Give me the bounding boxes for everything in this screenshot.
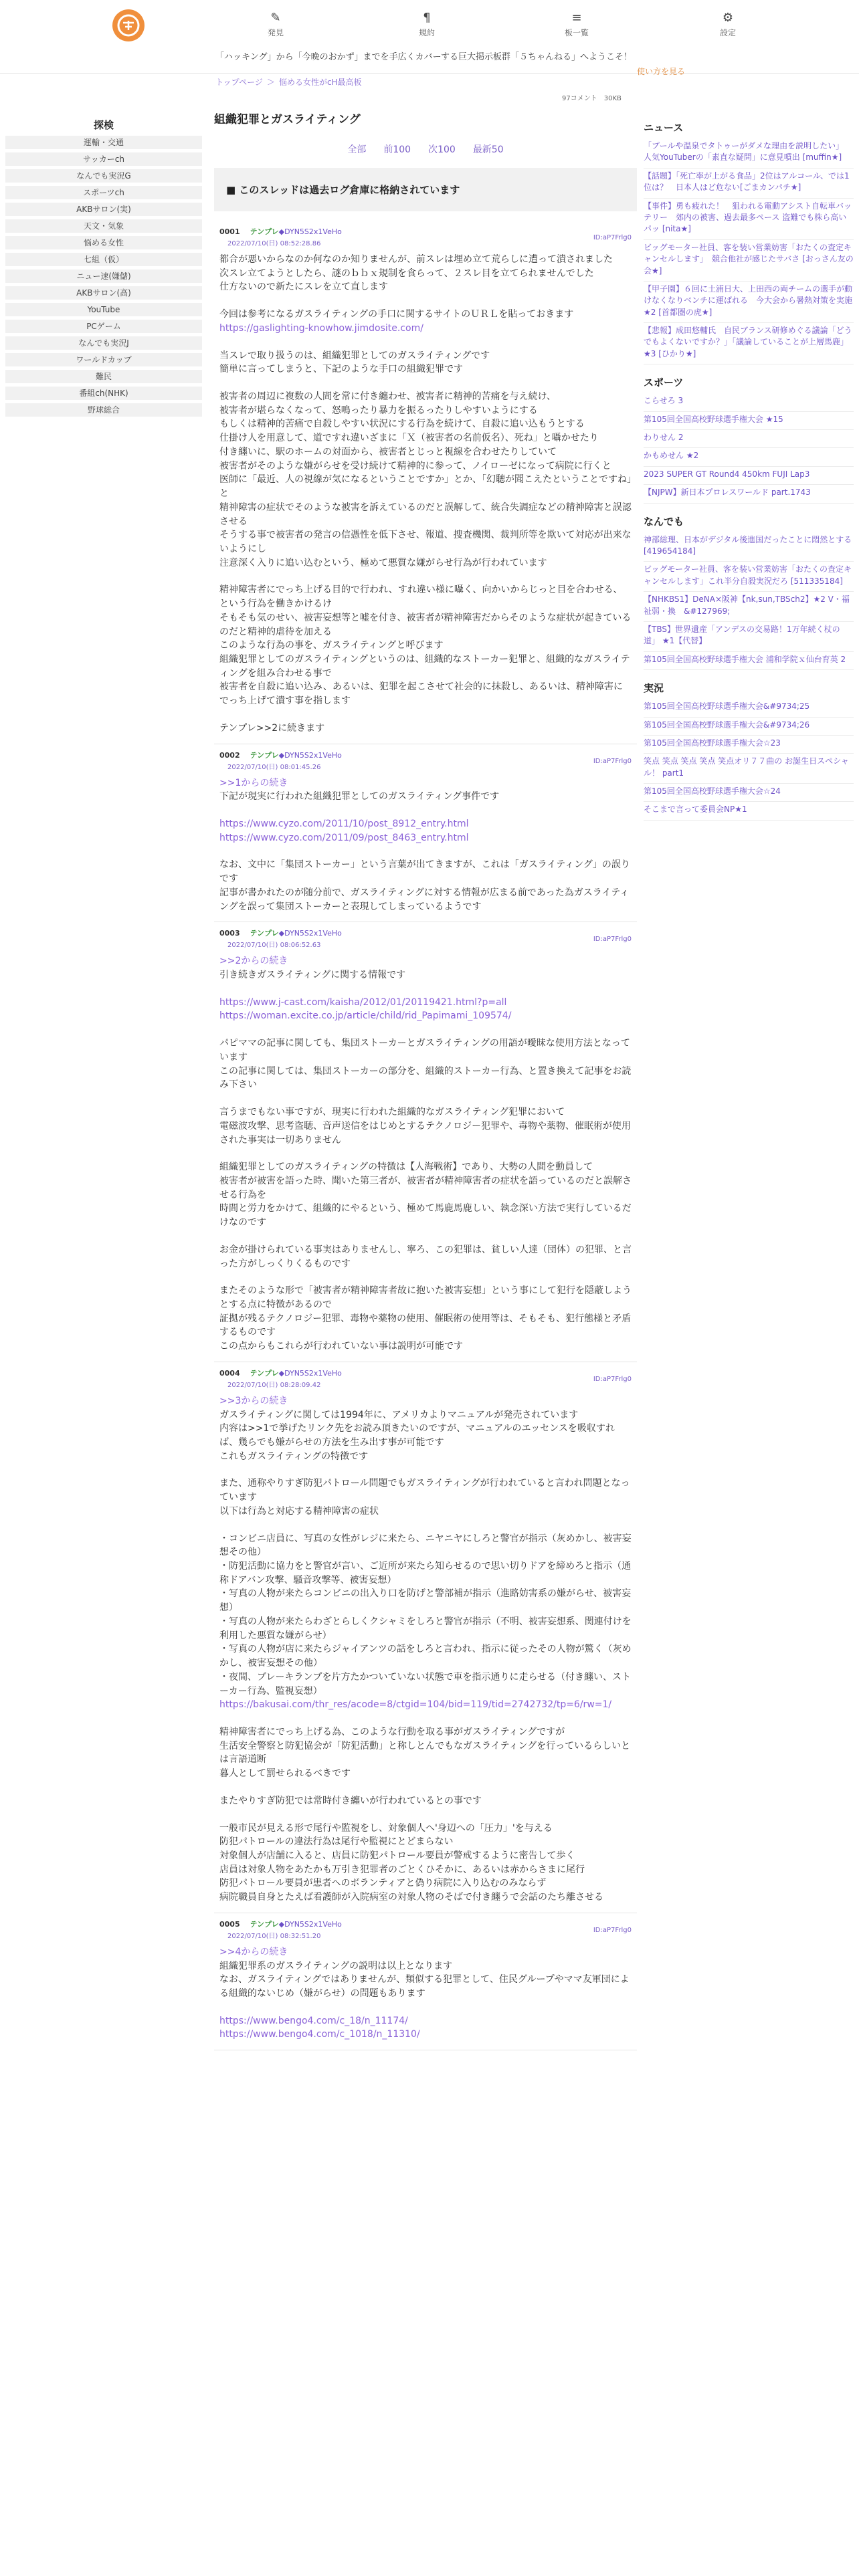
post-author: テンプレ	[250, 1368, 279, 1378]
site-logo[interactable]	[112, 9, 145, 41]
post-line	[219, 1712, 632, 1725]
post-header	[219, 928, 632, 949]
news-section	[644, 681, 854, 821]
post-line: ・コンビニ店員に、写真の女性がレジに来たら、ニヤニヤにしろと警官が指示（灰めかし、被害妄想その他）	[219, 1533, 632, 1558]
news-link[interactable]: 神部総理、日本がデジタル後進国だったことに悶然とする [419654184]	[644, 532, 854, 562]
post-trip: ◆DYN5S2x1VeHo	[278, 750, 342, 760]
post-line	[219, 1147, 632, 1160]
post-line	[219, 1519, 632, 1532]
post-line: ・防犯活動に協力をと警官が言い、ご近所が来たら知らせるので思い切りドアを締めろと指示（通称ドアバン攻撃、騒音攻撃等、被害妄想）	[219, 1561, 632, 1586]
post-link[interactable]: https://www.bengo4.com/c_1018/n_11310/	[219, 2029, 420, 2040]
news-link[interactable]: 第105回全国高校野球選手権大会 ★15	[644, 412, 854, 430]
post-line: そもそも気のせい、被害妄想等と嘘を付き、被害者が精神障害だからそのような症状が起きているのだと精神的虐待を加える	[219, 612, 632, 637]
post-line: 一般市民が見える形で尾行や監視をし、対象個人へ'身辺への「圧力」'を与える	[219, 1822, 553, 1834]
post-line: 電磁波攻撃、思考盗聴、音声送信をはじめとするテクノロジー犯罪や、毒物や薬物、催眠術が使用された事実は一切ありません	[219, 1120, 631, 1146]
post-link[interactable]: >>3からの続き	[219, 1395, 288, 1406]
breadcrumb	[215, 76, 366, 88]
comment-count: 97コメント	[562, 95, 597, 102]
post	[214, 221, 637, 744]
post-line: 次スレ立てようとしたら、謎のｂｂｘ規制を食らって、２スレ目を立てられませんでした	[219, 267, 594, 279]
post-line: 組織犯罪としてのガスライティングというのは、組織的なストーカー犯罪と、組織的なガスライティングを組み合わせる事で	[219, 653, 630, 679]
news-link[interactable]: 【悲報】成田悠輔氏 自民ブランス研修めぐる議論「どうでもよくないですか？」「議論していることが上層馬鹿」★3 [ひかり★]	[644, 323, 854, 364]
post-body	[219, 776, 632, 914]
post-link[interactable]: https://www.cyzo.com/2011/10/post_8912_entry.html	[219, 819, 469, 829]
post-line: これもガスライティングの特徴です	[219, 1451, 369, 1462]
post-line: 記事が書かれたのが随分前で、ガスライティングに対する情報が広まる前であった為ガスライティングを誤って集団ストーカーと表現してしまっているようです	[219, 887, 630, 912]
nav-label: 発見	[267, 28, 284, 37]
post-line: 時間と労力をかけて、組織的にやるという、極めて馬鹿馬鹿しい、執念深い方法で実行しているだけなのです	[219, 1203, 632, 1228]
post-link[interactable]: >>2からの続き	[219, 956, 288, 967]
how-to-use-link[interactable]: 使い方を見る	[637, 67, 686, 76]
post-trip: ◆DYN5S2x1VeHo	[278, 1919, 342, 1929]
post-line: 被害者を自殺に追い込み、あるいは、犯罪を起こさせて社会的に抹殺し、あるいは、精神障害にでっち上げて潰す事を指します	[219, 681, 623, 707]
post-line: 引き続きガスライティングに関する情報です	[219, 970, 406, 981]
post-line: 暮人として罰せられるべきです	[219, 1768, 351, 1780]
post-date: 2022/07/10(日) 08:01:45.26	[227, 763, 321, 771]
section-heading: なんでも	[644, 515, 684, 528]
post-line: この記事に関しては、集団ストーカーの部分を、組織的ストーカー行為、と置き換えて記事をお読み下さい	[219, 1065, 632, 1091]
post-line: そうする事で被害者の発言の信憑性を低下させ、報道、捜査機関、裁判所等を欺いて対応が出来ないようにし	[219, 530, 632, 554]
post-line: 簡単に言ってしまうと、下記のような手口の組織犯罪です	[219, 364, 463, 375]
post-link[interactable]: https://gaslighting-knowhow.jimdosite.com/	[219, 322, 423, 334]
post-line	[219, 294, 632, 308]
post-line: 内容は>>1で挙げたリンク先をお読み頂きたいのですが、マニュアルのエッセンスを吸収すれば、幾らでも嫌がらせの方法を生み出す事が可能です	[219, 1423, 615, 1448]
category-item[interactable]: なんでも実況J	[5, 336, 202, 350]
post-line	[219, 2001, 632, 2014]
post-line	[219, 1271, 632, 1284]
post-line	[219, 570, 632, 583]
post-author: テンプレ	[250, 1919, 279, 1929]
post-id[interactable]: ID:aP7Frlg0	[593, 1375, 632, 1383]
post-author: テンプレ	[250, 750, 279, 760]
post-line: ・写真の人物が来たらコンビニの出入り口を防げと警部補が指示（進路妨害系の嫌がらせ、被害妄想）	[219, 1588, 632, 1614]
news-link[interactable]: ビッグモーター社員、客を装い営業妨害「おたくの査定キャンセルします」これ半分自殺実況だろ [511335184]	[644, 562, 854, 592]
post-line: 付き纏いに、駅のホームの対面から、被害者とじっと視線を合わせたりしていて	[219, 446, 557, 457]
post-line: 病院職員自身とたえば看護師が入院病室の対象人物のそばで付き纏うで会話のたち離させる	[219, 1892, 603, 1903]
news-section	[644, 514, 854, 671]
post-line	[219, 1808, 632, 1822]
post-trip: ◆DYN5S2x1VeHo	[278, 1368, 342, 1378]
nav-discover[interactable]	[235, 9, 316, 38]
post-link[interactable]: https://bakusai.com/thr_res/acode=8/ctgid=104/bid=119/tid=2742732/tp=6/rw=1/	[219, 1699, 612, 1711]
news-section	[644, 120, 854, 364]
news-link[interactable]: 第105回全国高校野球選手権大会☆23	[644, 736, 854, 754]
category-item[interactable]: AKBサロン(実)	[5, 203, 202, 216]
welcome-ticker: 「ハッキング」から「今晩のおかず」までを手広くカバーする巨大掲示板群「５ちゃんねる」へようこそ！	[215, 52, 632, 62]
post-line: 注意深く入りに追い込むという、極めて悪質な嫌がらせ行為が行われています	[219, 557, 547, 568]
post-line: 以下は行為と対応する精神障害の症状	[219, 1505, 379, 1517]
post-body	[219, 253, 632, 736]
post-line: このような行為の事を、ガスライティングと呼びます	[219, 640, 444, 651]
post-line: なお、ガスライティングではありませんが、類似する犯罪として、住民グループやママ友軍団による組織的ないじめ（嫌がらせ）の問題もあります	[219, 1974, 630, 1999]
news-link[interactable]: 第105回全国高校野球選手権大会☆24	[644, 784, 854, 802]
post-author: テンプレ	[250, 929, 279, 938]
post-line: 被害者が堪らなくなって、怒鳴ったり暴力を振るったりしやすいようにする	[219, 405, 538, 416]
post-line: 証拠が残るテクノロジー犯罪、毒物や薬物の使用、催眠術の使用等は、そもそも、犯行態様と矛盾するものです	[219, 1313, 632, 1338]
post-line: ガスライティングに関しては1994年に、アメリカよりマニュアルが発売されています	[219, 1409, 579, 1420]
gear-icon: ⚙	[722, 11, 734, 25]
news-link[interactable]: ビッグモーター社員、客を装い営業妨害「おたくの査定キャンセルします」 競合他社が感じたサバさ [おっさん友の会★]	[644, 240, 854, 282]
post-header	[219, 1919, 632, 1940]
left-sidebar	[0, 114, 207, 420]
post-date: 2022/07/10(日) 08:32:51.20	[227, 1932, 321, 1940]
post-number[interactable]: 0005	[219, 1919, 240, 1929]
post-line	[219, 708, 632, 722]
post-link[interactable]: >>1からの続き	[219, 777, 288, 788]
post-body	[219, 1394, 632, 1905]
news-link[interactable]: 【話題】「死亡率が上がる食品」2位はアルコール、では1位は？ 日本人はど危ない[ごまカンパチ★]	[644, 169, 854, 199]
post-line: この点からもこれらが行われていない事は説明が可能です	[219, 1341, 463, 1352]
section-heading: スポーツ	[644, 377, 684, 389]
category-item[interactable]: 運輸・交通	[5, 136, 202, 149]
news-link[interactable]: 2023 SUPER GT Round4 450km FUJI Lap3	[644, 467, 854, 485]
post-date: 2022/07/10(日) 08:52:28.86	[227, 240, 321, 247]
pen-icon: ✎	[270, 11, 281, 25]
post-id[interactable]: ID:aP7Frlg0	[593, 757, 632, 765]
post-header	[219, 226, 632, 247]
news-link[interactable]: わりせん 2	[644, 430, 854, 448]
post-line: もしくは精神的苦痛で自殺しやすい状況にする行為を続けて、自殺に追い込もうとする	[219, 419, 585, 430]
post-list	[214, 221, 637, 2050]
post-line	[219, 1463, 632, 1477]
post-trip: ◆DYN5S2x1VeHo	[278, 227, 342, 236]
post-line: 被害者の周辺に複数の人間を常に付き纏わせ、被害者に精神的苦痛を与え続け、	[219, 391, 557, 403]
post	[214, 1913, 637, 2050]
post-link[interactable]: https://www.j-cast.com/kaisha/2012/01/20119421.html?p=all	[219, 996, 507, 1008]
news-link[interactable]: 第105回全国高校野球選手権大会&#9734;26	[644, 718, 854, 736]
news-link[interactable]: 【事件】勇も疲れた！ 狙われる電動アシスト自転車バッテリー 郊内の被害、過去最多ペース 盗難でも株ら高いパッ [nita★]	[644, 199, 854, 240]
nav-settings[interactable]	[688, 9, 768, 38]
breadcrumb-home[interactable]: トップページ	[215, 78, 263, 87]
post-author: テンプレ	[250, 227, 279, 236]
post-line: 被害者が被害を語った時、聞いた第三者が、被害者が精神障害者の症状を語っているのだと誤解させる行為を	[219, 1175, 632, 1200]
category-item[interactable]: 天文・気象	[5, 219, 202, 233]
post-trip: ◆DYN5S2x1VeHo	[278, 929, 342, 938]
post-line: 言うまでもない事ですが、現実に行われた組織的なガスライティング犯罪において	[219, 1107, 565, 1118]
post-line: 今回は参考になるガスライティングの手口に関するサイトのＵＲＬを貼っておきます	[219, 309, 574, 320]
nav-boards[interactable]	[537, 9, 617, 38]
post-line	[219, 336, 632, 349]
thread-counts	[562, 92, 622, 102]
post-number[interactable]: 0004	[219, 1368, 240, 1378]
post-line: またそのような形で「被害者が精神障害者故に抱いた被害妄想」という事にして犯行を隠蔽しようとする点に特徴があるので	[219, 1285, 632, 1310]
explore-heading: 探検	[93, 119, 114, 131]
category-item[interactable]: 野球総合	[5, 403, 202, 417]
news-link[interactable]: 【TBS】世界遺産「アンデスの交易路！1万年続く杖の道」 ★1【代替】	[644, 622, 854, 652]
post-line: 防犯パトロールの違法行為は尾行や監視にとどまらない	[219, 1836, 454, 1848]
category-item[interactable]: ニュー速(嫌儲)	[5, 270, 202, 283]
thread-pager	[214, 133, 637, 168]
post-line: また、通称やりすぎ防犯パトロール問題でもガスライティングが行われていると言われ問題となっています	[219, 1478, 630, 1503]
category-item[interactable]: ワールドカップ	[5, 353, 202, 366]
post-line: テンプレ>>2に続きます	[219, 722, 325, 734]
post	[214, 922, 637, 1362]
thread-main	[214, 106, 637, 2050]
category-item[interactable]: 悩める女性	[5, 236, 202, 249]
post-body	[219, 1945, 632, 2042]
news-link[interactable]: 【NJPW】新日本プロレスワールド part.1743	[644, 485, 854, 503]
post-line: お金が掛けられている事実はありませんし、寧ろ、この犯罪は、貧しい人達（団体）の犯罪、と言った方がしっくりくるものです	[219, 1244, 632, 1269]
post-date: 2022/07/10(日) 08:28:09.42	[227, 1381, 321, 1389]
post-line: 精神障害の症状でそのような被害を訴えているのだと誤解して、統合失調症などの精神障害と誤認させる	[219, 502, 632, 527]
post-line	[219, 377, 632, 390]
nav-rules[interactable]	[387, 9, 467, 38]
pager-prev[interactable]: 前100	[383, 144, 411, 155]
right-sidebar	[644, 118, 854, 831]
category-item[interactable]: サッカーch	[5, 152, 202, 166]
post-number[interactable]: 0003	[219, 929, 240, 938]
post	[214, 744, 637, 923]
breadcrumb-sep: ＞	[266, 78, 275, 87]
post-line: 組織犯罪としてのガスライティングの特徴は【人海戦術】であり、大勢の人間を動員して	[219, 1162, 593, 1173]
post-id[interactable]: ID:aP7Frlg0	[593, 1926, 632, 1934]
post-line: 仕掛け人を用意して、道ですれ違いざまに「Ｘ（被害者の名前仮名）、死ね」と囁かせたり	[219, 433, 599, 444]
breadcrumb-board[interactable]: 悩める女性がcH最高板	[278, 78, 362, 87]
post-header	[219, 750, 632, 771]
post-line	[219, 1781, 632, 1794]
category-item[interactable]: なんでも実況G	[5, 169, 202, 183]
category-list	[0, 136, 207, 417]
pager-all[interactable]: 全部	[347, 144, 367, 155]
post-line: 防犯パトロール要員が患者へのボランティアと偽り病院に入り込むのみならず	[219, 1878, 547, 1889]
post-line: 対象個人が店舗に入ると、店員に防犯パトロール要員が警戒するように密告して歩く	[219, 1850, 575, 1861]
news-link[interactable]: 【甲子園】６回に土浦日大、上田西の両チームの選手が動けなくなりベンチに運ばれる 今大会から暑熱対策を実施 ★2 [首都圏の虎★]	[644, 282, 854, 323]
news-link[interactable]: 笑点 笑点 笑点 笑点 笑点オリ７７曲の お誕生日スペシャル！ part1	[644, 754, 854, 784]
news-link[interactable]: 「プールや温泉でタトゥーがダメな理由を説明したい」 人気YouTuberの「素直な疑問」に意見噴出 [muffin★]	[644, 138, 854, 169]
logo-icon	[116, 13, 140, 37]
post-line	[219, 1230, 632, 1243]
archived-notice: ■ このスレッドは過去ログ倉庫に格納されています	[214, 168, 637, 211]
post-line: 生活安全警察と防犯協会が「防犯活動」と称しとんでもなガスライティングを行っているらしいとは言語道断	[219, 1740, 631, 1765]
thread-size: 30KB	[603, 95, 622, 102]
post-line: ・夜間、ブレーキランプを片方たかついていない状態で車を指示通りに走らせる（付き纏い、ストーカー行為、監視妄想）	[219, 1671, 632, 1697]
post-line: 精神障害者にでっち上げる目的で行われ、すれ違い様に囁く、向かいからじっと目を合わせる、という行為を働きかけるけ	[219, 584, 623, 610]
list-icon: ≡	[571, 11, 582, 25]
post-link[interactable]: https://woman.excite.co.jp/article/child/rid_Papimami_109574/	[219, 1010, 512, 1022]
post-line: 組織犯罪系のガスライティングの説明は以上となります	[219, 1960, 453, 1971]
nav-label: 設定	[719, 28, 736, 37]
nav-label: 板一覧	[564, 28, 589, 37]
post-line	[219, 804, 632, 817]
post-id[interactable]: ID:aP7Frlg0	[593, 234, 632, 241]
nav-label: 規約	[418, 28, 435, 37]
post-body	[219, 954, 632, 1354]
post-link[interactable]: >>4からの続き	[219, 1946, 288, 1957]
post-line: 精神障害者にでっち上げる為、このような行動を取る事がガスライティングですが	[219, 1726, 565, 1737]
post-line	[219, 982, 632, 996]
category-item[interactable]: YouTube	[5, 303, 202, 316]
section-heading: ニュース	[644, 122, 684, 134]
post-line: 都合が悪いからなのか何なのか知りませんが、前スレは埋め立て荒らしに遭って潰されました	[219, 254, 613, 265]
post-link[interactable]: https://www.bengo4.com/c_18/n_11174/	[219, 2015, 408, 2026]
post-number[interactable]: 0002	[219, 750, 240, 760]
thread-title: 組織犯罪とガスライティング	[214, 113, 361, 126]
post-line	[219, 1092, 632, 1105]
news-link[interactable]: 第105回全国高校野球選手権大会 浦和学院ｘ仙台育英 2	[644, 652, 854, 670]
news-link[interactable]: こらせろ 3	[644, 393, 854, 411]
post-line: パピママの記事に関しても、集団ストーカーとガスライティングの用語が曖昧な使用方法となっています	[219, 1038, 630, 1063]
post-line	[219, 845, 632, 858]
post-id[interactable]: ID:aP7Frlg0	[593, 936, 632, 944]
news-link[interactable]: 第105回全国高校野球選手権大会&#9734;25	[644, 699, 854, 717]
post-line: 医師に「最近、人の視線が気になるということですか」とか、「幻聴が聞こえたということですね」と	[219, 474, 632, 500]
pager-next[interactable]: 次100	[428, 144, 456, 155]
post-line: 店員は対象人物をあたかも万引き犯罪者のごとくひそかに、あるいは赤からさまに尾行	[219, 1864, 585, 1875]
category-item[interactable]: PCゲーム	[5, 320, 202, 333]
post-line: またやりすぎ防犯では常時付き纏いが行われているとの事です	[219, 1795, 482, 1806]
category-item[interactable]: 難民	[5, 370, 202, 383]
news-link[interactable]: かもめせん ★2	[644, 448, 854, 466]
post-line: 被害者がそのような嫌がらせを受け続けて精神的に参って、ノイローゼになって病院に行くと	[219, 460, 611, 471]
news-link[interactable]: そこまで言って委員会NP★1	[644, 802, 854, 820]
post-date: 2022/07/10(日) 08:06:52.63	[227, 942, 321, 950]
post-number[interactable]: 0001	[219, 227, 240, 236]
category-item[interactable]: AKBサロン(高)	[5, 286, 202, 300]
paragraph-icon: ¶	[423, 11, 431, 25]
category-item[interactable]: 七組（仮）	[5, 253, 202, 266]
post	[214, 1362, 637, 1913]
post-line: 当スレで取り扱うのは、組織犯罪としてのガスライティングです	[219, 350, 490, 361]
post-header	[219, 1368, 632, 1389]
post-line: 下記が現実に行われた組織犯罪としてのガスライティング事件です	[219, 791, 500, 802]
post-line: ・写真の人物が来たらわざとらしくクシャミをしろと警官が指示（不明、被害妄想系、関連付けを利用した悪質な嫌がらせ）	[219, 1616, 632, 1641]
post-line: ・写真の人物が店に来たらジャイアンツの話をしろと言われ、指示に従ったその人物が驚く（灰めかし、被害妄想その他）	[219, 1644, 632, 1669]
post-line	[219, 1023, 632, 1037]
post-line: なお、文中に「集団ストーカー」という言葉が出てきますが、これは「ガスライティング」の誤りです	[219, 859, 630, 885]
section-heading: 実況	[644, 682, 664, 695]
pager-latest[interactable]: 最新50	[472, 144, 504, 155]
post-link[interactable]: https://www.cyzo.com/2011/09/post_8463_entry.html	[219, 832, 469, 843]
category-item[interactable]: スポーツch	[5, 186, 202, 199]
news-link[interactable]: 【NHKBS1】DeNA×阪神【nk,sun,TBSch2】★2 V・福祉弱・換 &#127969;	[644, 592, 854, 622]
post-line: 仕方ないので新たにスレを立て直します	[219, 282, 388, 293]
news-section	[644, 375, 854, 503]
category-item[interactable]: 番組ch(NHK)	[5, 387, 202, 400]
site-header	[0, 0, 859, 74]
